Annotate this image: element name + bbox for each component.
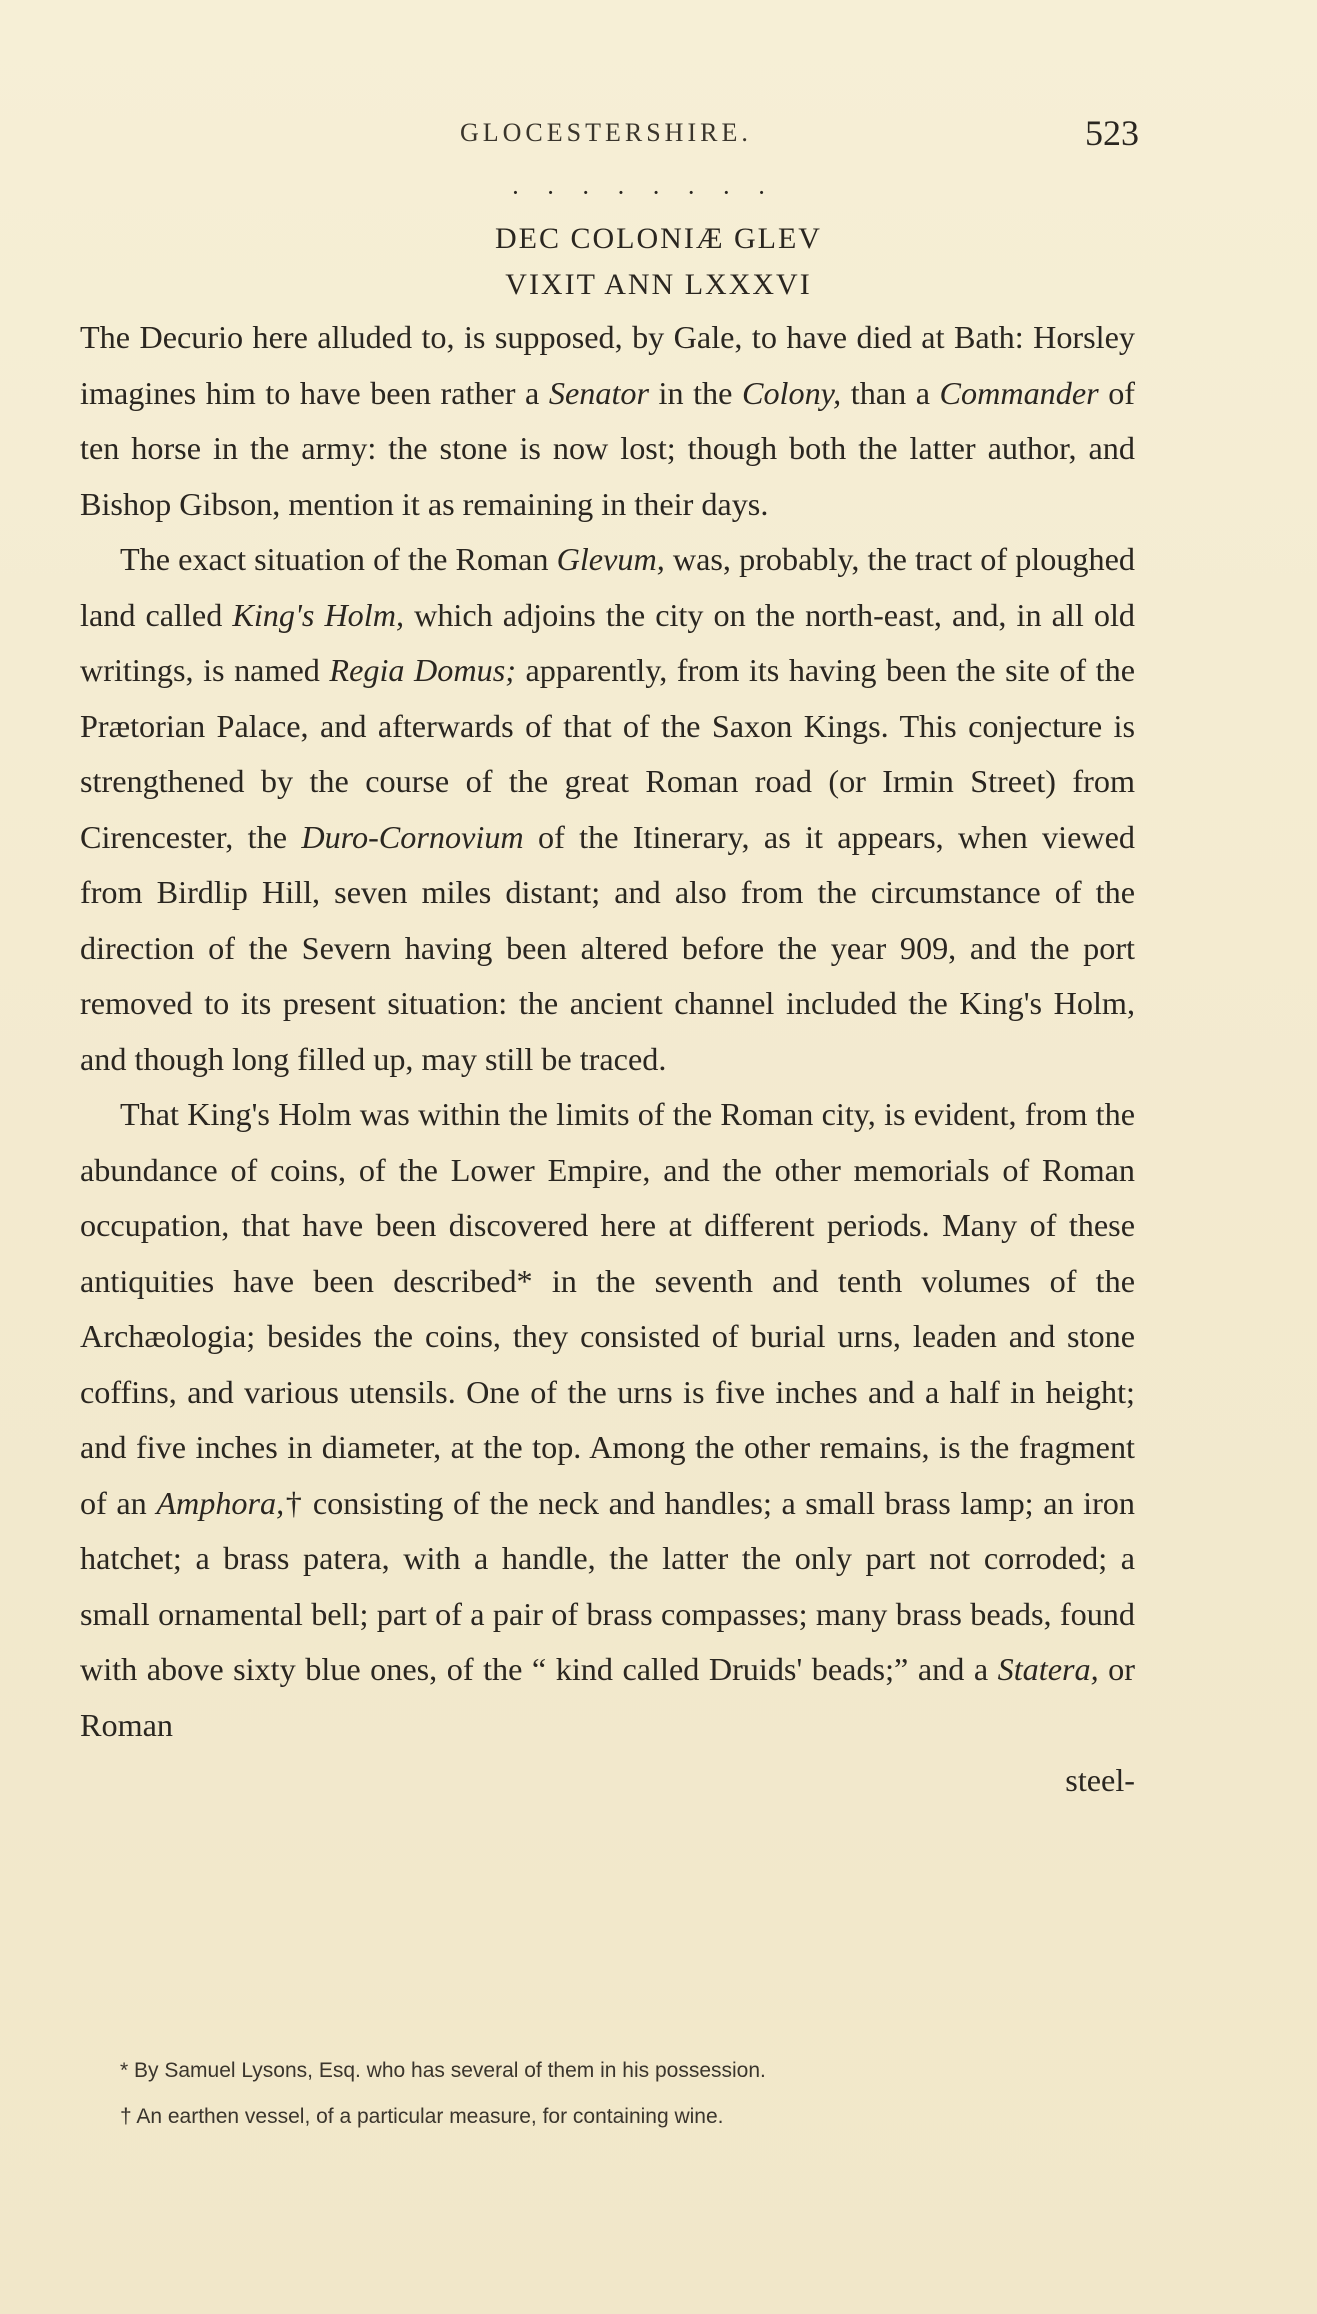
italic-term: Colony, [741, 374, 842, 411]
italic-term: Duro-Cornovium [301, 818, 524, 855]
paragraph-text: The exact situation of the Roman [120, 541, 557, 577]
footnote-2: † An earthen vessel, of a particular measure, for containing wine. [120, 2105, 724, 2128]
paragraph-text: in the [649, 374, 742, 411]
inscription [0, 170, 1317, 308]
paragraph-text: † consisting of the neck and handles; a small brass lamp; an iron hatchet; a brass patera, with a handle, the latter the only part not corroded; a small ornamental bell; part of a pair of brass compasses; many brass beads, found with above sixty blue ones, of the “ kind called Druids' beads;” and a [80, 1484, 1135, 1687]
paragraph-text: apparently, from its having been the site of the Prætorian Palace, and afterwards of that of the Saxon Kings. This conjecture is strengthened by the course of the great Roman road (or Irmin Street) from Cirencester, the [80, 652, 1135, 855]
page-number: 523 [1085, 113, 1139, 153]
inscription-dots: · · · · · · · · [511, 178, 776, 207]
inscription-line-1: DEC COLONIÆ GLEV [495, 222, 822, 255]
italic-term: Commander [939, 374, 1099, 411]
paragraph-text: was, probably, the tract of ploughed land called [80, 541, 1135, 633]
body-text [80, 310, 1135, 1809]
italic-term: Statera, [997, 1651, 1099, 1687]
italic-term: Amphora, [156, 1484, 285, 1521]
italic-term: Senator [548, 374, 650, 411]
footnote-1: * By Samuel Lysons, Esq. who has several of them in his possession. [120, 2059, 766, 2082]
paragraph-2 [80, 532, 1135, 1087]
paragraph-text: of ten horse in the army: the stone is now lost; though both the latter author, and Bishop Gibson, mention it as remaining in their days. [80, 374, 1136, 522]
paragraph-text: That King's Holm was within the limits of the Roman city, is evident, from the abundance of coins, of the Lower Empire, and the other memorials of Roman occupation, that have been discovered here at different periods. Many of these antiquities have been described* in the seventh and tenth volumes of the Archæologia; besides the coins, they consisted of burial urns, leaden and stone coffins, and various utensils. One of the urns is five inches and a half in height; and five inches in diameter, at the top. Among the other remains, is the fragment of an [80, 1096, 1135, 1521]
italic-term: King's Holm, [232, 596, 405, 633]
paragraph-text: of the Itinerary, as it appears, when viewed from Birdlip Hill, seven miles distant; and also from the circumstance of the direction of the Severn having been altered before the year 909, and the port removed to its present situation: the ancient channel included the King's Holm, and though long filled up, may still be traced. [80, 818, 1135, 1077]
italic-term: Glevum, [556, 541, 665, 577]
running-head: GLOCESTERSHIRE. [460, 118, 752, 147]
inscription-line-2: VIXIT ANN LXXXVI [505, 268, 812, 301]
paragraph-1 [80, 310, 1135, 532]
footnotes [120, 2048, 1120, 2140]
page-header [0, 112, 1317, 152]
paragraph-text: than a [841, 374, 940, 411]
paragraph-text: or Roman [80, 1651, 1135, 1743]
paragraph-text: The Decurio here alluded to, is supposed, by Gale, to have died at Bath: Horsley imagines him to have been rather a [80, 319, 1135, 411]
catchword: steel- [1065, 1762, 1135, 1798]
paragraph-3 [80, 1087, 1135, 1753]
italic-term: Regia Domus; [329, 652, 516, 688]
paragraph-text: which adjoins the city on the north-east, and, in all old writings, is named [80, 596, 1135, 688]
